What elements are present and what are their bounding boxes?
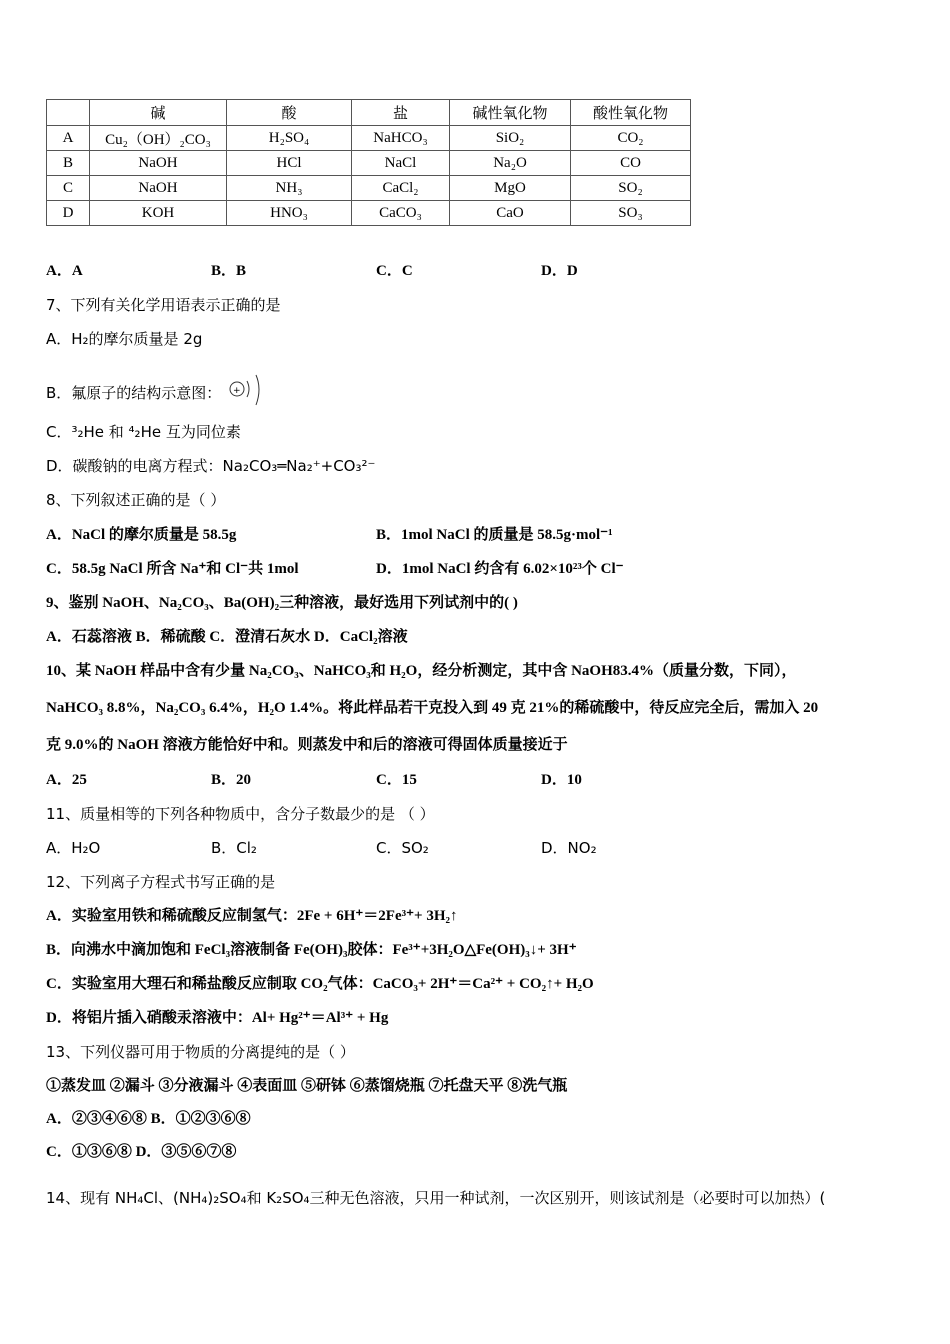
q11-option-a: A．H₂O [46,839,101,857]
table-cell: H₂SO₄ [227,126,352,151]
q7-option-d: D．碳酸钠的电离方程式：Na₂CO₃═Na₂⁺+CO₃²⁻ [46,457,376,475]
q7-option-a: A．H₂的摩尔质量是 2g [46,330,203,348]
q13-stem: 13、下列仪器可用于物质的分离提纯的是（ ） [46,1043,355,1061]
q8-option-a: A．NaCl 的摩尔质量是 58.5g [46,527,237,543]
table-cell: NaOH [90,151,227,176]
table-cell: CaO [450,201,571,226]
q7-stem: 7、下列有关化学用语表示正确的是 [46,296,281,314]
q6-option-c: C．C [376,263,413,279]
q11-option-c: C．SO₂ [376,839,429,857]
q12-option-b: B．向沸水中滴加饱和 FeCl₃溶液制备 Fe(OH)₃胶体：Fe³⁺+3H₂O△Fe(OH)₃↓+ 3H⁺ [46,942,577,958]
q12-option-d: D．将铝片插入硝酸汞溶液中：Al+ Hg²⁺＝Al³⁺ + Hg [46,1010,389,1026]
q6-option-d: D．D [541,263,578,279]
fluorine-atom-diagram-icon [226,373,268,414]
q10-option-b: B．20 [211,772,252,788]
table-cell: NH₃ [227,176,352,201]
q7-option-b: B．氟原子的结构示意图： [46,384,222,402]
table-header-row [47,100,691,126]
table-cell: B [47,151,90,176]
q9-options: A．石蕊溶液 B．稀硫酸 C．澄清石灰水 D．CaCl₂溶液 [46,629,408,645]
q8-option-d: D．1mol NaCl 约含有 6.02×10²³个 Cl⁻ [376,561,624,577]
table-cell: CaCl₂ [352,176,450,201]
q10-line-2: NaHCO₃ 8.8%，Na₂CO₃ 6.4%，H₂O 1.4%。将此样品若干克投入到 49 克 21%的稀硫酸中，待反应完全后，需加入 20 [46,700,819,716]
table-header: 碱性氧化物 [450,100,571,126]
table-cell: SO₃ [571,201,691,226]
table-cell: MgO [450,176,571,201]
q10-line-1: 10、某 NaOH 样品中含有少量 Na₂CO₃、NaHCO₃和 H₂O，经分析测定，其中含 NaOH83.4%（质量分数，下同）， [46,663,797,679]
q12-option-c: C．实验室用大理石和稀盐酸反应制取 CO₂气体：CaCO₃+ 2H⁺＝Ca²⁺ + CO₂↑+ H₂O [46,976,594,992]
q13-items: ①蒸发皿 ②漏斗 ③分液漏斗 ④表面皿 ⑤研钵 ⑥蒸馏烧瓶 ⑦托盘天平 ⑧洗气瓶 [46,1078,568,1094]
q11-stem: 11、质量相等的下列各种物质中，含分子数最少的是 （ ） [46,805,435,823]
table-header: 碱 [90,100,227,126]
svg-text:+: + [233,386,241,396]
table-cell: SO₂ [571,176,691,201]
table-cell: KOH [90,201,227,226]
table-header: 酸性氧化物 [571,100,691,126]
q11-option-b: B．Cl₂ [211,839,257,857]
q10-line-3: 克 9.0%的 NaOH 溶液方能恰好中和。则蒸发中和后的溶液可得固体质量接近于 [46,737,568,753]
table-row [47,126,691,151]
q9-stem: 9、鉴别 NaOH、Na₂CO₃、Ba(OH)₂三种溶液，最好选用下列试剂中的( ) [46,595,518,611]
table-cell: A [47,126,90,151]
table-cell: NaHCO₃ [352,126,450,151]
q7-option-b-row [46,373,268,414]
q11-option-d: D．NO₂ [541,839,597,857]
q10-option-a: A．25 [46,772,87,788]
table-cell: NaOH [90,176,227,201]
q8-stem: 8、下列叙述正确的是（ ） [46,491,226,509]
table-cell: NaCl [352,151,450,176]
table-cell: CO [571,151,691,176]
table-header: 盐 [352,100,450,126]
q13-options-cd: C．①③⑥⑧ D．③⑤⑥⑦⑧ [46,1144,237,1160]
q14-stem: 14、现有 NH₄Cl、(NH₄)₂SO₄和 K₂SO₄三种无色溶液，只用一种试剂，一次区别开，则该试剂是（必要时可以加热）( [46,1189,826,1207]
table-cell: Cu₂（OH）₂CO₃ [90,126,227,151]
table-row [47,201,691,226]
q8-option-b: B．1mol NaCl 的质量是 58.5g·mol⁻¹ [376,527,613,543]
table-header: 酸 [227,100,352,126]
table-row [47,176,691,201]
q6-option-b: B．B [211,263,247,279]
table-cell: D [47,201,90,226]
q7-option-c: C．³₂He 和 ⁴₂He 互为同位素 [46,423,241,441]
q6-option-a: A．A [46,263,83,279]
q12-option-a: A．实验室用铁和稀硫酸反应制氢气：2Fe + 6H⁺＝2Fe³⁺+ 3H₂↑ [46,908,458,924]
q12-stem: 12、下列离子方程式书写正确的是 [46,873,276,891]
table-cell: CaCO₃ [352,201,450,226]
q8-option-c: C．58.5g NaCl 所含 Na⁺和 Cl⁻共 1mol [46,561,299,577]
table-header [47,100,90,126]
classification-table [46,99,691,226]
q10-option-c: C．15 [376,772,417,788]
table-cell: HNO₃ [227,201,352,226]
table-cell: C [47,176,90,201]
q13-options-ab: A．②③④⑥⑧ B．①②③⑥⑧ [46,1111,251,1127]
table-cell: SiO₂ [450,126,571,151]
q10-option-d: D．10 [541,772,582,788]
table-cell: CO₂ [571,126,691,151]
table-cell: Na₂O [450,151,571,176]
table-row [47,151,691,176]
table-cell: HCl [227,151,352,176]
